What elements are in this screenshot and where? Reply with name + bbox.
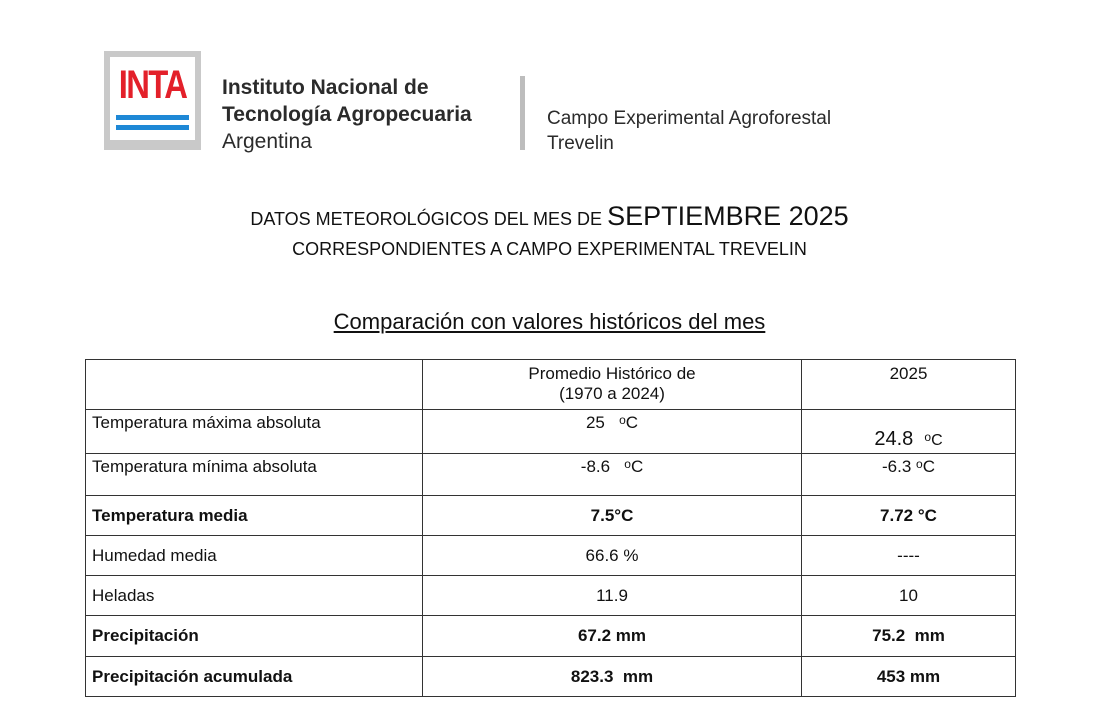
row-year-value: 24.8 $^o$C xyxy=(802,410,1016,454)
row-year-value: 7.72 °C xyxy=(802,496,1016,536)
hist-number: 25 xyxy=(585,413,605,432)
campo-line-2: Trevelin xyxy=(547,133,614,154)
header-historical-line2: (1970 a 2024) xyxy=(559,384,665,403)
year-number: 24.8 xyxy=(874,428,914,450)
year-number: -6.3 xyxy=(882,457,912,476)
document-title-line2: CORRESPONDIENTES A CAMPO EXPERIMENTAL TREVELIN xyxy=(292,239,807,259)
hist-unit: C xyxy=(625,413,639,432)
row-year-value: 75.2 mm xyxy=(802,616,1016,657)
row-label: Precipitación acumulada xyxy=(86,657,423,697)
year-unit: C xyxy=(931,432,943,449)
section-subtitle: Comparación con valores históricos del mes xyxy=(333,309,766,334)
row-year-value: ---- xyxy=(802,536,1016,576)
row-hist-value: -8.6 $^o$C xyxy=(423,454,802,496)
logo-stripe xyxy=(116,115,189,120)
inta-logo xyxy=(104,51,201,150)
table-row xyxy=(86,410,1016,454)
org-line-3: Argentina xyxy=(222,130,312,153)
header-historical-line1: Promedio Histórico de xyxy=(528,364,696,383)
table-row xyxy=(86,454,1016,496)
row-label: Precipitación xyxy=(86,616,423,657)
table-row xyxy=(86,536,1016,576)
comparison-table xyxy=(85,359,1016,697)
row-hist-value: 7.5°C xyxy=(423,496,802,536)
header-divider xyxy=(520,76,525,150)
row-year-value: -6.3 $^o$C xyxy=(802,454,1016,496)
header-empty-cell xyxy=(86,360,423,410)
logo-stripe xyxy=(116,125,189,130)
campo-line-1: Campo Experimental Agroforestal xyxy=(547,108,832,129)
organization-name xyxy=(222,74,472,155)
row-label: Heladas xyxy=(86,576,423,616)
row-year-value: 453 mm xyxy=(802,657,1016,697)
campo-name xyxy=(547,106,831,156)
org-line-2: Tecnología Agropecuaria xyxy=(222,103,472,126)
hist-number: -8.6 xyxy=(580,457,611,476)
year-unit: C xyxy=(922,457,935,476)
table-row xyxy=(86,496,1016,536)
title-month: SEPTIEMBRE 2025 xyxy=(607,201,849,231)
table-row xyxy=(86,616,1016,657)
row-hist-value: 11.9 xyxy=(423,576,802,616)
row-hist-value: 823.3 mm xyxy=(423,657,802,697)
row-label: Temperatura máxima absoluta xyxy=(86,410,423,454)
row-label: Temperatura media xyxy=(86,496,423,536)
row-hist-value: 67.2 mm xyxy=(423,616,802,657)
inta-logo-text: INTA xyxy=(118,63,187,107)
document-title xyxy=(0,201,1099,232)
row-hist-value: 25 $^o$C xyxy=(423,410,802,454)
org-line-1: Instituto Nacional de xyxy=(222,76,429,99)
row-label: Temperatura mínima absoluta xyxy=(86,454,423,496)
table-row xyxy=(86,576,1016,616)
table-row xyxy=(86,657,1016,697)
table-header-row xyxy=(86,360,1016,410)
header-historical xyxy=(423,360,802,410)
row-year-value: 10 xyxy=(802,576,1016,616)
row-hist-value: 66.6 % xyxy=(423,536,802,576)
header-year: 2025 xyxy=(802,360,1016,410)
row-label: Humedad media xyxy=(86,536,423,576)
hist-unit: C xyxy=(630,457,644,476)
title-prefix: DATOS METEOROLÓGICOS DEL MES DE xyxy=(250,209,608,229)
